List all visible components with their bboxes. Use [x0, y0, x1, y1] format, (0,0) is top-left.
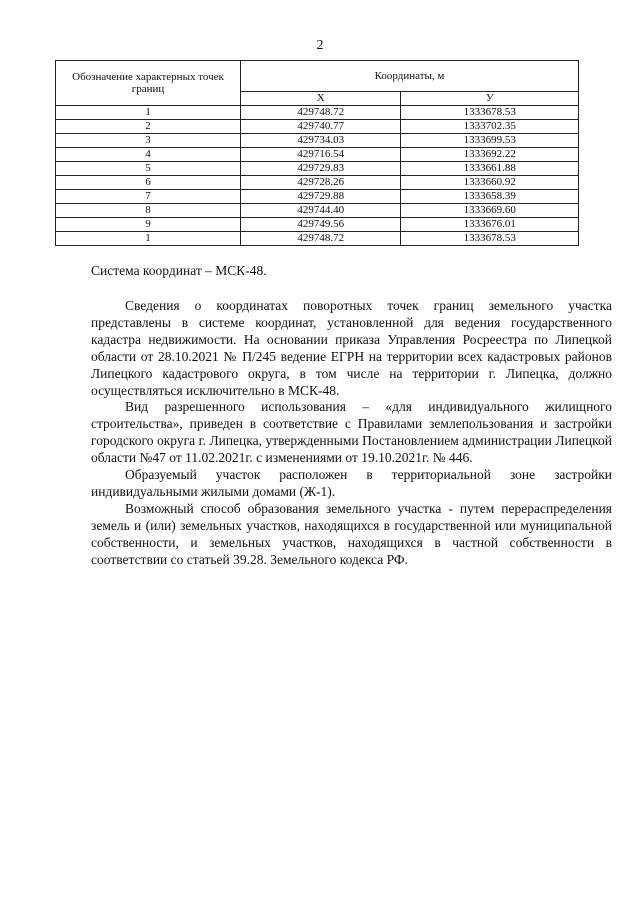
x-column-header: Х — [241, 92, 401, 106]
table-cell-point: 6 — [56, 176, 241, 190]
coordinate-system-note: Система координат – МСК-48. — [91, 263, 267, 278]
table-cell-point: 9 — [56, 218, 241, 232]
table-cell-point: 7 — [56, 190, 241, 204]
table-cell-x: 429734.03 — [241, 134, 401, 148]
table-cell-y: 1333669.60 — [401, 204, 579, 218]
table-row — [56, 232, 579, 246]
table-cell-x: 429748.72 — [241, 232, 401, 246]
table-cell-y: 1333678.53 — [401, 106, 579, 120]
page-number: 2 — [316, 38, 324, 53]
table-cell-x: 429729.83 — [241, 162, 401, 176]
y-column-header: У — [401, 92, 579, 106]
paragraph-permitted-use: Вид разрешенного использования – «для индивидуального жилищного строительства», приведен в соответствие с Правилами землепользования и застройки городского округа г. Липецка, утвержденными Постановлением администрации Липецкой области №47 от 11.02.2021г. с изменениями от 19.10.2021г. № 446. — [91, 399, 612, 466]
table-cell-x: 429740.77 — [241, 120, 401, 134]
table-cell-point: 2 — [56, 120, 241, 134]
table-cell-x: 429716.54 — [241, 148, 401, 162]
coordinates-table — [55, 60, 579, 246]
table-cell-x: 429748.72 — [241, 106, 401, 120]
table-row — [56, 190, 579, 204]
table-cell-y: 1333699.53 — [401, 134, 579, 148]
table-row — [56, 148, 579, 162]
coordinates-header: Координаты, м — [241, 61, 579, 92]
paragraph-coordinates-info: Сведения о координатах поворотных точек границ земельного участка представлены в системе координат, установленной для ведения государственного кадастра недвижимости. На основании приказа Управления Росреестра по Липецкой области от 28.10.2021 № П/245 ведение ЕГРН на территории всех кадастровых районов Липецкого кадастрового округа, в том числе на территории г. Липецка, должно осуществляться исключительно в МСК-48. — [91, 298, 612, 398]
table-cell-x: 429749.56 — [241, 218, 401, 232]
table-cell-y: 1333661.88 — [401, 162, 579, 176]
table-cell-point: 5 — [56, 162, 241, 176]
table-cell-point: 1 — [56, 106, 241, 120]
table-row — [56, 120, 579, 134]
table-row — [56, 218, 579, 232]
table-row — [56, 162, 579, 176]
table-cell-point: 3 — [56, 134, 241, 148]
coordinates-table-body — [56, 106, 579, 246]
table-cell-x: 429729.88 — [241, 190, 401, 204]
paragraph-formation-method: Возможный способ образования земельного участка - путем перераспределения земель и (или) земельных участков, находящихся в государственной или муниципальной собственности, и земельных участков, находящихся в частной собственности в соответствии со статьей 39.28. Земельного кодекса РФ. — [91, 500, 612, 567]
table-cell-y: 1333702.35 — [401, 120, 579, 134]
table-row — [56, 176, 579, 190]
table-row — [56, 134, 579, 148]
table-cell-x: 429744.40 — [241, 204, 401, 218]
paragraph-zone: Образуемый участок расположен в территориальной зоне застройки индивидуальными жилыми домами (Ж-1). — [91, 467, 612, 499]
document-body — [91, 298, 612, 569]
table-cell-y: 1333692.22 — [401, 148, 579, 162]
table-cell-y: 1333658.39 — [401, 190, 579, 204]
point-column-header: Обозначение характерных точек границ — [56, 61, 241, 106]
table-cell-y: 1333678.53 — [401, 232, 579, 246]
table-cell-point: 1 — [56, 232, 241, 246]
table-cell-point: 8 — [56, 204, 241, 218]
table-cell-x: 429728.26 — [241, 176, 401, 190]
table-cell-point: 4 — [56, 148, 241, 162]
table-row — [56, 204, 579, 218]
table-cell-y: 1333660.92 — [401, 176, 579, 190]
table-cell-y: 1333676.01 — [401, 218, 579, 232]
table-row — [56, 106, 579, 120]
